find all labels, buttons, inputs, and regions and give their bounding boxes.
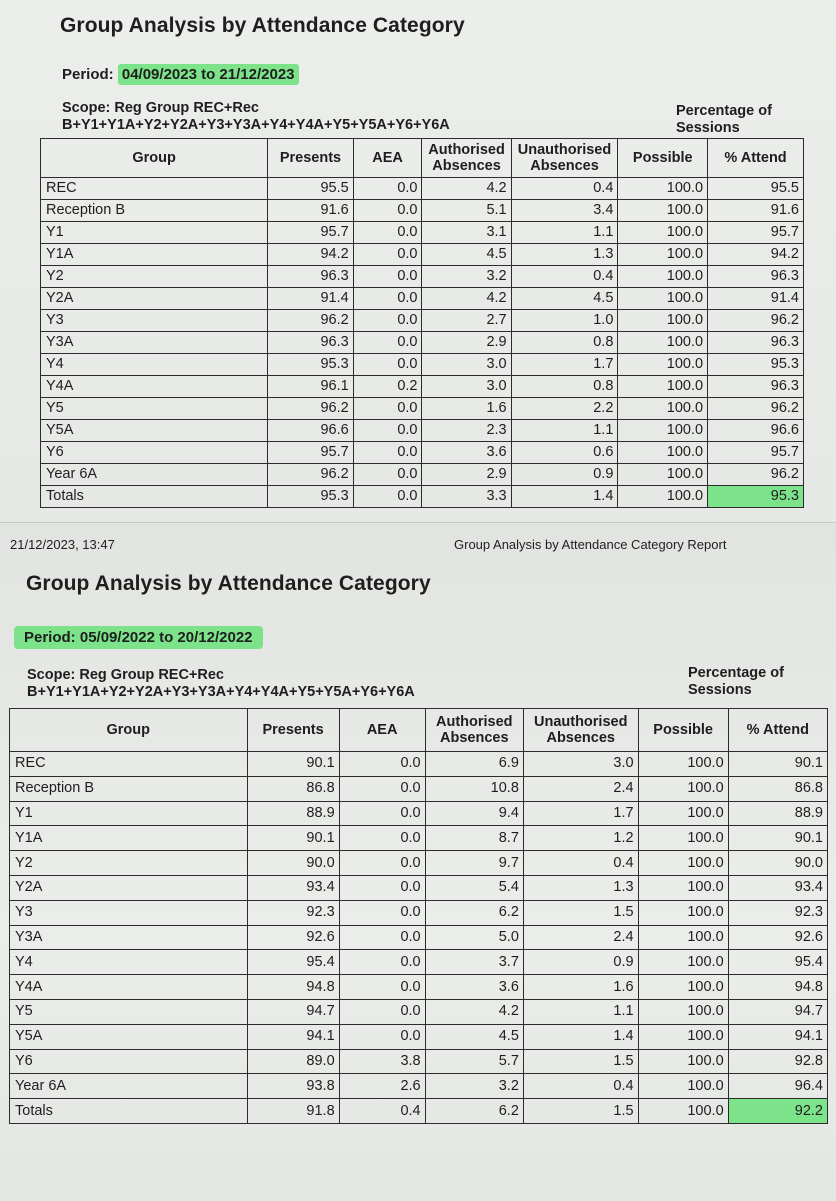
period-label: Period: — [24, 629, 76, 646]
print-timestamp: 21/12/2023, 13:47 — [10, 537, 115, 552]
cell-unauthorised: 2.4 — [523, 776, 638, 801]
attendance-table-2023 — [40, 138, 804, 508]
cell-authorised: 3.1 — [422, 222, 511, 244]
cell-group: Y1 — [41, 222, 268, 244]
report-sheet-2022 — [0, 522, 836, 1201]
table-row — [10, 900, 828, 925]
cell-possible: 100.0 — [618, 442, 708, 464]
cell-aea: 0.0 — [353, 288, 422, 310]
cell-group: Y5 — [10, 999, 248, 1024]
cell-presents: 95.3 — [268, 486, 353, 508]
cell-presents: 95.3 — [268, 354, 353, 376]
cell-authorised: 6.9 — [425, 752, 523, 777]
percentage-note — [676, 103, 772, 137]
cell-percent-attend: 96.2 — [708, 464, 804, 486]
cell-group: Y6 — [10, 1049, 248, 1074]
cell-authorised: 9.4 — [425, 801, 523, 826]
cell-unauthorised: 1.7 — [511, 354, 618, 376]
cell-presents: 95.7 — [268, 442, 353, 464]
cell-percent-attend: 90.1 — [728, 826, 827, 851]
cell-percent-attend: 96.4 — [728, 1074, 827, 1099]
table-row — [10, 851, 828, 876]
cell-aea: 0.0 — [353, 266, 422, 288]
cell-group: Y1A — [41, 244, 268, 266]
percentage-line-2: Sessions — [676, 120, 740, 136]
cell-possible: 100.0 — [618, 178, 708, 200]
cell-aea: 0.2 — [353, 376, 422, 398]
col-group: Group — [10, 709, 248, 752]
table-row — [10, 826, 828, 851]
col-percent-attend: % Attend — [728, 709, 827, 752]
col-aea: AEA — [353, 139, 422, 178]
col-unauthorised-absences — [511, 139, 618, 178]
cell-presents: 91.8 — [247, 1099, 339, 1124]
cell-authorised: 2.9 — [422, 332, 511, 354]
cell-possible: 100.0 — [618, 200, 708, 222]
col-authorised-absences — [425, 709, 523, 752]
cell-percent-attend: 92.6 — [728, 925, 827, 950]
col-unauthorised-absences — [523, 709, 638, 752]
cell-percent-attend: 95.3 — [708, 486, 804, 508]
cell-presents: 96.2 — [268, 310, 353, 332]
cell-group: Y2A — [10, 875, 248, 900]
cell-aea: 0.0 — [339, 1024, 425, 1049]
cell-unauthorised: 1.5 — [523, 1099, 638, 1124]
cell-unauthorised: 0.4 — [523, 1074, 638, 1099]
cell-group: Y1A — [10, 826, 248, 851]
cell-aea: 0.0 — [353, 178, 422, 200]
cell-authorised: 3.0 — [422, 354, 511, 376]
cell-possible: 100.0 — [638, 950, 728, 975]
col-presents: Presents — [268, 139, 353, 178]
cell-percent-attend: 95.3 — [708, 354, 804, 376]
table-row — [10, 801, 828, 826]
cell-authorised: 9.7 — [425, 851, 523, 876]
cell-presents: 91.6 — [268, 200, 353, 222]
col-label-line: Authorised — [428, 142, 505, 158]
col-group: Group — [41, 139, 268, 178]
cell-group: Y1 — [10, 801, 248, 826]
scope-line-2: B+Y1+Y1A+Y2+Y2A+Y3+Y3A+Y4+Y4A+Y5+Y5A+Y6+Y6A — [27, 684, 415, 700]
cell-presents: 86.8 — [247, 776, 339, 801]
cell-group: Y2 — [41, 266, 268, 288]
cell-possible: 100.0 — [638, 752, 728, 777]
table-header-row — [10, 709, 828, 752]
cell-authorised: 3.7 — [425, 950, 523, 975]
percentage-line-2: Sessions — [688, 682, 752, 698]
cell-aea: 0.0 — [339, 925, 425, 950]
cell-presents: 88.9 — [247, 801, 339, 826]
cell-authorised: 5.1 — [422, 200, 511, 222]
col-aea: AEA — [339, 709, 425, 752]
cell-group: Y5A — [41, 420, 268, 442]
cell-percent-attend: 91.6 — [708, 200, 804, 222]
cell-presents: 96.1 — [268, 376, 353, 398]
cell-presents: 96.2 — [268, 464, 353, 486]
table-row — [41, 332, 804, 354]
cell-aea: 0.0 — [353, 222, 422, 244]
table-row — [41, 310, 804, 332]
cell-aea: 0.0 — [339, 975, 425, 1000]
table-row — [10, 1049, 828, 1074]
cell-group: Y5 — [41, 398, 268, 420]
cell-possible: 100.0 — [618, 486, 708, 508]
col-label-line: Unauthorised — [517, 142, 612, 158]
table-row — [41, 442, 804, 464]
cell-unauthorised: 3.0 — [523, 752, 638, 777]
cell-percent-attend: 96.2 — [708, 310, 804, 332]
totals-row — [41, 486, 804, 508]
cell-possible: 100.0 — [618, 376, 708, 398]
col-label-line: Unauthorised — [534, 714, 628, 730]
table-row — [10, 1074, 828, 1099]
cell-percent-attend: 96.3 — [708, 332, 804, 354]
cell-aea: 0.0 — [339, 776, 425, 801]
cell-unauthorised: 1.6 — [523, 975, 638, 1000]
table-body — [10, 752, 828, 1124]
cell-percent-attend: 94.2 — [708, 244, 804, 266]
cell-aea: 0.0 — [353, 310, 422, 332]
cell-unauthorised: 0.4 — [511, 266, 618, 288]
cell-presents: 90.1 — [247, 826, 339, 851]
cell-authorised: 3.6 — [425, 975, 523, 1000]
scope-text — [62, 100, 450, 134]
col-possible: Possible — [618, 139, 708, 178]
cell-percent-attend: 95.7 — [708, 442, 804, 464]
cell-group: Reception B — [10, 776, 248, 801]
cell-possible: 100.0 — [638, 1099, 728, 1124]
cell-group: Y4 — [41, 354, 268, 376]
report-title: Group Analysis by Attendance Category — [60, 14, 465, 37]
cell-group: Y4A — [10, 975, 248, 1000]
cell-aea: 2.6 — [339, 1074, 425, 1099]
cell-group: Totals — [41, 486, 268, 508]
cell-possible: 100.0 — [638, 851, 728, 876]
table-row — [41, 420, 804, 442]
cell-authorised: 3.6 — [422, 442, 511, 464]
col-label-line: Absences — [530, 158, 599, 174]
cell-unauthorised: 0.4 — [511, 178, 618, 200]
cell-unauthorised: 3.4 — [511, 200, 618, 222]
cell-unauthorised: 0.9 — [523, 950, 638, 975]
cell-authorised: 4.5 — [422, 244, 511, 266]
cell-unauthorised: 1.4 — [511, 486, 618, 508]
cell-presents: 96.3 — [268, 332, 353, 354]
cell-possible: 100.0 — [638, 776, 728, 801]
cell-presents: 94.1 — [247, 1024, 339, 1049]
cell-authorised: 3.0 — [422, 376, 511, 398]
cell-presents: 90.0 — [247, 851, 339, 876]
cell-unauthorised: 1.4 — [523, 1024, 638, 1049]
cell-presents: 94.7 — [247, 999, 339, 1024]
scope-line-1: Scope: Reg Group REC+Rec — [62, 100, 259, 116]
cell-presents: 92.6 — [247, 925, 339, 950]
cell-authorised: 3.2 — [425, 1074, 523, 1099]
cell-percent-attend: 88.9 — [728, 801, 827, 826]
cell-possible: 100.0 — [618, 222, 708, 244]
table-row — [10, 950, 828, 975]
cell-authorised: 3.3 — [422, 486, 511, 508]
cell-authorised: 2.7 — [422, 310, 511, 332]
period-highlight — [14, 626, 263, 649]
col-label-line: Absences — [432, 158, 501, 174]
cell-unauthorised: 0.6 — [511, 442, 618, 464]
cell-aea: 0.0 — [339, 875, 425, 900]
cell-group: Y5A — [10, 1024, 248, 1049]
col-label-line: Authorised — [436, 714, 513, 730]
cell-aea: 0.4 — [339, 1099, 425, 1124]
table-row — [10, 925, 828, 950]
table-row — [41, 222, 804, 244]
cell-authorised: 6.2 — [425, 1099, 523, 1124]
cell-aea: 0.0 — [353, 200, 422, 222]
report-title: Group Analysis by Attendance Category — [26, 572, 431, 595]
cell-aea: 0.0 — [339, 900, 425, 925]
table-row — [10, 999, 828, 1024]
cell-unauthorised: 0.8 — [511, 332, 618, 354]
cell-group: Y3 — [10, 900, 248, 925]
cell-presents: 94.8 — [247, 975, 339, 1000]
cell-presents: 94.2 — [268, 244, 353, 266]
cell-possible: 100.0 — [618, 420, 708, 442]
table-row — [41, 266, 804, 288]
cell-aea: 3.8 — [339, 1049, 425, 1074]
cell-percent-attend: 95.7 — [708, 222, 804, 244]
cell-aea: 0.0 — [353, 244, 422, 266]
cell-presents: 95.5 — [268, 178, 353, 200]
cell-aea: 0.0 — [353, 486, 422, 508]
cell-group: Y4A — [41, 376, 268, 398]
cell-aea: 0.0 — [339, 851, 425, 876]
cell-group: Year 6A — [41, 464, 268, 486]
period-line — [14, 629, 263, 646]
cell-authorised: 8.7 — [425, 826, 523, 851]
table-row — [41, 398, 804, 420]
cell-presents: 92.3 — [247, 900, 339, 925]
cell-percent-attend: 91.4 — [708, 288, 804, 310]
cell-authorised: 2.9 — [422, 464, 511, 486]
table-body — [41, 178, 804, 508]
cell-presents: 96.6 — [268, 420, 353, 442]
cell-percent-attend: 95.5 — [708, 178, 804, 200]
cell-group: REC — [10, 752, 248, 777]
cell-aea: 0.0 — [339, 752, 425, 777]
table-row — [41, 178, 804, 200]
cell-group: Totals — [10, 1099, 248, 1124]
cell-possible: 100.0 — [638, 826, 728, 851]
cell-group: REC — [41, 178, 268, 200]
cell-percent-attend: 94.1 — [728, 1024, 827, 1049]
percentage-line-1: Percentage of — [676, 103, 772, 119]
cell-aea: 0.0 — [353, 398, 422, 420]
col-presents: Presents — [247, 709, 339, 752]
table-row — [10, 752, 828, 777]
cell-aea: 0.0 — [353, 332, 422, 354]
cell-authorised: 2.3 — [422, 420, 511, 442]
table-row — [41, 354, 804, 376]
period-value-highlight: 04/09/2023 to 21/12/2023 — [118, 64, 299, 85]
cell-possible: 100.0 — [638, 1074, 728, 1099]
cell-presents: 90.1 — [247, 752, 339, 777]
cell-authorised: 5.0 — [425, 925, 523, 950]
table-row — [10, 975, 828, 1000]
cell-unauthorised: 2.2 — [511, 398, 618, 420]
cell-presents: 96.2 — [268, 398, 353, 420]
col-authorised-absences — [422, 139, 511, 178]
cell-possible: 100.0 — [618, 288, 708, 310]
cell-percent-attend: 93.4 — [728, 875, 827, 900]
attendance-table-2022 — [9, 708, 828, 1124]
cell-possible: 100.0 — [638, 925, 728, 950]
cell-authorised: 6.2 — [425, 900, 523, 925]
cell-unauthorised: 0.8 — [511, 376, 618, 398]
period-value: 05/09/2022 to 20/12/2022 — [79, 629, 253, 646]
col-possible: Possible — [638, 709, 728, 752]
cell-possible: 100.0 — [638, 801, 728, 826]
cell-presents: 93.4 — [247, 875, 339, 900]
cell-unauthorised: 0.9 — [511, 464, 618, 486]
cell-possible: 100.0 — [638, 1024, 728, 1049]
cell-possible: 100.0 — [638, 900, 728, 925]
cell-authorised: 4.2 — [422, 288, 511, 310]
cell-group: Y3A — [10, 925, 248, 950]
cell-group: Reception B — [41, 200, 268, 222]
cell-aea: 0.0 — [339, 826, 425, 851]
cell-percent-attend: 94.8 — [728, 975, 827, 1000]
cell-group: Y3 — [41, 310, 268, 332]
cell-percent-attend: 86.8 — [728, 776, 827, 801]
cell-aea: 0.0 — [353, 442, 422, 464]
cell-authorised: 5.7 — [425, 1049, 523, 1074]
cell-unauthorised: 1.0 — [511, 310, 618, 332]
cell-possible: 100.0 — [618, 332, 708, 354]
col-label-line: Absences — [440, 730, 509, 746]
percentage-line-1: Percentage of — [688, 665, 784, 681]
cell-possible: 100.0 — [618, 310, 708, 332]
cell-presents: 95.4 — [247, 950, 339, 975]
cell-percent-attend: 96.6 — [708, 420, 804, 442]
cell-possible: 100.0 — [618, 244, 708, 266]
cell-authorised: 4.2 — [422, 178, 511, 200]
cell-percent-attend: 94.7 — [728, 999, 827, 1024]
cell-possible: 100.0 — [618, 398, 708, 420]
cell-aea: 0.0 — [353, 420, 422, 442]
table-row — [10, 1024, 828, 1049]
cell-unauthorised: 1.1 — [523, 999, 638, 1024]
cell-possible: 100.0 — [638, 999, 728, 1024]
table-row — [10, 776, 828, 801]
period-line — [62, 66, 299, 83]
cell-presents: 91.4 — [268, 288, 353, 310]
cell-unauthorised: 1.3 — [523, 875, 638, 900]
cell-percent-attend: 90.0 — [728, 851, 827, 876]
cell-possible: 100.0 — [618, 266, 708, 288]
scope-text — [27, 667, 415, 701]
percentage-note — [688, 665, 784, 699]
cell-percent-attend: 92.8 — [728, 1049, 827, 1074]
report-sheet-2023 — [0, 0, 836, 522]
table-row — [41, 244, 804, 266]
cell-possible: 100.0 — [638, 875, 728, 900]
cell-unauthorised: 1.1 — [511, 222, 618, 244]
table-row — [41, 200, 804, 222]
cell-unauthorised: 1.7 — [523, 801, 638, 826]
cell-possible: 100.0 — [618, 464, 708, 486]
cell-unauthorised: 1.2 — [523, 826, 638, 851]
col-percent-attend: % Attend — [708, 139, 804, 178]
cell-percent-attend: 90.1 — [728, 752, 827, 777]
cell-unauthorised: 1.5 — [523, 1049, 638, 1074]
cell-unauthorised: 1.3 — [511, 244, 618, 266]
cell-group: Y2 — [10, 851, 248, 876]
cell-percent-attend: 92.2 — [728, 1099, 827, 1124]
cell-percent-attend: 96.2 — [708, 398, 804, 420]
cell-percent-attend: 95.4 — [728, 950, 827, 975]
cell-aea: 0.0 — [339, 801, 425, 826]
cell-group: Y4 — [10, 950, 248, 975]
table-row — [41, 464, 804, 486]
cell-group: Y2A — [41, 288, 268, 310]
cell-authorised: 4.5 — [425, 1024, 523, 1049]
period-label: Period: — [62, 66, 114, 83]
cell-aea: 0.0 — [353, 464, 422, 486]
cell-percent-attend: 96.3 — [708, 376, 804, 398]
col-label-line: Absences — [546, 730, 615, 746]
cell-possible: 100.0 — [638, 1049, 728, 1074]
cell-presents: 95.7 — [268, 222, 353, 244]
cell-aea: 0.0 — [339, 950, 425, 975]
cell-group: Year 6A — [10, 1074, 248, 1099]
cell-group: Y3A — [41, 332, 268, 354]
cell-authorised: 4.2 — [425, 999, 523, 1024]
cell-aea: 0.0 — [353, 354, 422, 376]
cell-presents: 96.3 — [268, 266, 353, 288]
cell-unauthorised: 1.5 — [523, 900, 638, 925]
table-header-row — [41, 139, 804, 178]
table-row — [41, 376, 804, 398]
cell-authorised: 3.2 — [422, 266, 511, 288]
scope-line-2: B+Y1+Y1A+Y2+Y2A+Y3+Y3A+Y4+Y4A+Y5+Y5A+Y6+Y6A — [62, 117, 450, 133]
cell-percent-attend: 96.3 — [708, 266, 804, 288]
table-row — [10, 875, 828, 900]
cell-unauthorised: 2.4 — [523, 925, 638, 950]
cell-authorised: 10.8 — [425, 776, 523, 801]
cell-unauthorised: 1.1 — [511, 420, 618, 442]
cell-presents: 89.0 — [247, 1049, 339, 1074]
scope-line-1: Scope: Reg Group REC+Rec — [27, 667, 224, 683]
cell-possible: 100.0 — [618, 354, 708, 376]
cell-presents: 93.8 — [247, 1074, 339, 1099]
cell-authorised: 1.6 — [422, 398, 511, 420]
cell-unauthorised: 0.4 — [523, 851, 638, 876]
cell-percent-attend: 92.3 — [728, 900, 827, 925]
cell-aea: 0.0 — [339, 999, 425, 1024]
totals-row — [10, 1099, 828, 1124]
cell-possible: 100.0 — [638, 975, 728, 1000]
cell-group: Y6 — [41, 442, 268, 464]
cell-authorised: 5.4 — [425, 875, 523, 900]
cell-unauthorised: 4.5 — [511, 288, 618, 310]
table-row — [41, 288, 804, 310]
print-header-title: Group Analysis by Attendance Category Report — [454, 537, 727, 552]
